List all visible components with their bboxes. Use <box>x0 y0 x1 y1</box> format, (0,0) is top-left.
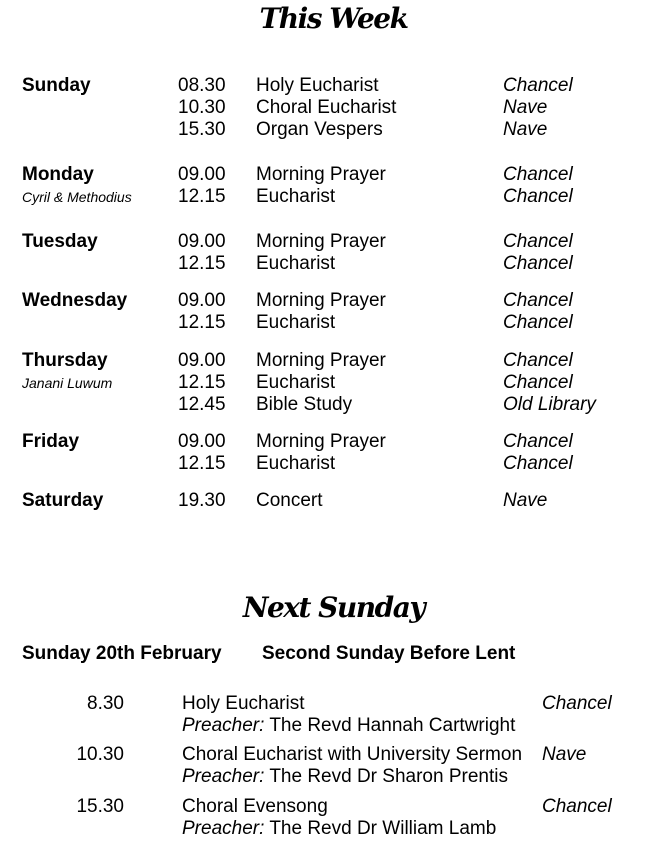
next-sunday-occasion: Second Sunday Before Lent <box>262 643 516 664</box>
day-name: Saturday <box>22 490 104 511</box>
service-name: Choral Evensong <box>182 796 328 817</box>
service-time: 12.15 <box>178 253 226 274</box>
service-row <box>0 453 667 475</box>
service-location: Chancel <box>503 372 573 393</box>
preacher-label: Preacher: <box>182 818 265 839</box>
day-name: Sunday <box>22 75 91 96</box>
service-time: 09.00 <box>178 431 226 452</box>
service-time: 15.30 <box>76 796 124 817</box>
service-time: 08.30 <box>178 75 226 96</box>
service-location: Nave <box>542 744 587 765</box>
service-row <box>0 350 667 372</box>
service-row <box>0 312 667 334</box>
service-preacher <box>182 715 515 737</box>
preacher-name: The Revd Hannah Cartwright <box>269 715 516 736</box>
service-location: Chancel <box>503 431 573 452</box>
service-name: Eucharist <box>256 186 336 207</box>
service-location: Chancel <box>503 253 573 274</box>
service-name: Concert <box>256 490 323 511</box>
service-time: 09.00 <box>178 231 226 252</box>
service-row <box>0 119 667 141</box>
service-row <box>0 164 667 186</box>
next-sunday-date: Sunday 20th February <box>22 643 222 664</box>
service-location: Nave <box>503 119 548 140</box>
service-name: Morning Prayer <box>256 431 386 452</box>
service-location: Chancel <box>503 312 573 333</box>
service-name: Morning Prayer <box>256 290 386 311</box>
day-name: Tuesday <box>22 231 98 252</box>
day-name: Friday <box>22 431 80 452</box>
service-name: Eucharist <box>256 253 336 274</box>
service-location: Chancel <box>503 164 573 185</box>
service-row <box>0 75 667 97</box>
preacher-name: The Revd Dr Sharon Prentis <box>269 766 508 787</box>
service-row <box>0 490 667 512</box>
service-preacher <box>182 766 508 788</box>
service-row <box>0 231 667 253</box>
service-location: Chancel <box>503 231 573 252</box>
service-name: Holy Eucharist <box>256 75 379 96</box>
service-time: 09.00 <box>178 164 226 185</box>
service-location: Chancel <box>503 350 573 371</box>
service-time: 15.30 <box>178 119 226 140</box>
service-row <box>0 290 667 312</box>
service-name: Eucharist <box>256 372 336 393</box>
service-name: Bible Study <box>256 394 353 415</box>
service-row <box>0 253 667 275</box>
service-name: Eucharist <box>256 453 336 474</box>
service-time: 12.45 <box>178 394 226 415</box>
service-time: 12.15 <box>178 186 226 207</box>
service-location: Chancel <box>503 186 573 207</box>
preacher-label: Preacher: <box>182 715 265 736</box>
service-time: 19.30 <box>178 490 226 511</box>
service-location: Nave <box>503 490 548 511</box>
service-location: Chancel <box>503 453 573 474</box>
service-name: Holy Eucharist <box>182 693 305 714</box>
service-name: Choral Eucharist <box>256 97 397 118</box>
service-preacher <box>182 818 496 840</box>
service-location: Chancel <box>503 290 573 311</box>
preacher-label: Preacher: <box>182 766 265 787</box>
service-time: 09.00 <box>178 350 226 371</box>
service-name: Choral Eucharist with University Sermon <box>182 744 523 765</box>
service-location: Chancel <box>542 796 612 817</box>
service-row <box>0 431 667 453</box>
service-time: 09.00 <box>178 290 226 311</box>
service-time: 12.15 <box>178 312 226 333</box>
day-name: Thursday <box>22 350 108 371</box>
service-location: Chancel <box>542 693 612 714</box>
service-time: 8.30 <box>87 693 124 714</box>
service-time: 12.15 <box>178 372 226 393</box>
day-name: Monday <box>22 164 94 185</box>
service-location: Old Library <box>503 394 596 415</box>
service-row <box>0 97 667 119</box>
saint-day: Cyril & Methodius <box>22 189 132 205</box>
service-row <box>0 394 667 416</box>
saint-day: Janani Luwum <box>22 375 113 391</box>
service-name: Organ Vespers <box>256 119 383 140</box>
service-name: Morning Prayer <box>256 231 386 252</box>
service-time: 10.30 <box>178 97 226 118</box>
next-sunday-title: Next Sunday <box>242 591 425 624</box>
this-week-title: This Week <box>259 2 408 35</box>
service-name: Morning Prayer <box>256 164 386 185</box>
service-name: Morning Prayer <box>256 350 386 371</box>
service-name: Eucharist <box>256 312 336 333</box>
service-time: 10.30 <box>76 744 124 765</box>
preacher-name: The Revd Dr William Lamb <box>269 818 497 839</box>
service-location: Nave <box>503 97 548 118</box>
service-location: Chancel <box>503 75 573 96</box>
day-name: Wednesday <box>22 290 128 311</box>
service-time: 12.15 <box>178 453 226 474</box>
